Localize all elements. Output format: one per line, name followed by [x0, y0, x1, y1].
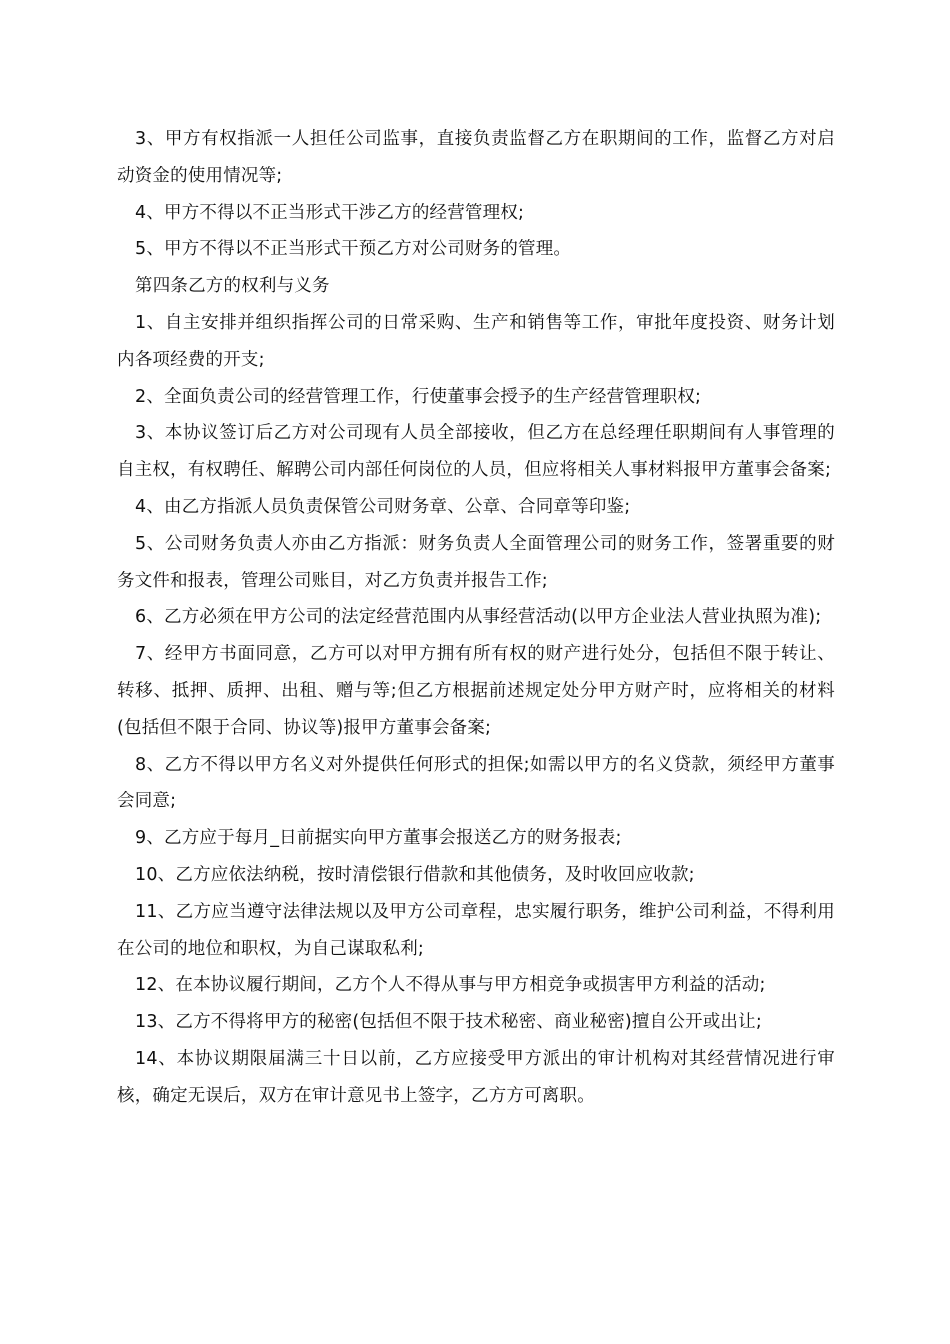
clause-11-compliance: 11、乙方应当遵守法律法规以及甲方公司章程，忠实履行职务，维护公司利益，不得利用在公司的地位和职权，为自己谋取私利;	[117, 901, 835, 959]
clause-5-no-interference-finance: 5、甲方不得以不正当形式干预乙方对公司财务的管理。	[135, 239, 572, 260]
clause-7-asset-disposal: 7、经甲方书面同意，乙方可以对甲方拥有所有权的财产进行处分，包括但不限于转让、转移、抵押、质押、出租、赠与等;但乙方根据前述规定处分甲方财产时，应将相关的材料(包括但不限于合同、协议等)报甲方董事会备案;	[117, 644, 835, 738]
clause-12-non-competition: 12、在本协议履行期间，乙方个人不得从事与甲方相竞争或损害甲方利益的活动;	[135, 975, 766, 996]
clause-10-taxes-debts: 10、乙方应依法纳税，按时清偿银行借款和其他债务，及时收回应收款;	[135, 864, 695, 885]
document-body	[117, 121, 835, 1115]
clause-4-seals: 4、由乙方指派人员负责保管公司财务章、公章、合同章等印鉴;	[135, 496, 631, 517]
clause-5-finance-officer: 5、公司财务负责人亦由乙方指派：财务负责人全面管理公司的财务工作，签署重要的财务文件和报表，管理公司账目，对乙方负责并报告工作;	[117, 533, 835, 591]
clause-3-personnel: 3、本协议签订后乙方对公司现有人员全部接收，但乙方在总经理任职期间有人事管理的自主权，有权聘任、解聘公司内部任何岗位的人员，但应将相关人事材料报甲方董事会备案;	[117, 423, 835, 481]
clause-1-daily-operations: 1、自主安排并组织指挥公司的日常采购、生产和销售等工作，审批年度投资、财务计划内各项经费的开支;	[117, 312, 835, 370]
clause-6-business-scope: 6、乙方必须在甲方公司的法定经营范围内从事经营活动(以甲方企业法人营业执照为准);	[135, 607, 822, 628]
clause-3-supervisor: 3、甲方有权指派一人担任公司监事，直接负责监督乙方在职期间的工作，监督乙方对启动资金的使用情况等;	[117, 129, 835, 186]
clause-9-financial-reports: 9、乙方应于每月_日前据实向甲方董事会报送乙方的财务报表;	[135, 828, 622, 849]
clause-8-guarantee: 8、乙方不得以甲方名义对外提供任何形式的担保;如需以甲方的名义贷款，须经甲方董事会同意;	[117, 754, 835, 812]
clause-4-no-interference-operation: 4、甲方不得以不正当形式干涉乙方的经营管理权;	[135, 202, 525, 223]
clause-13-confidentiality: 13、乙方不得将甲方的秘密(包括但不限于技术秘密、商业秘密)擅自公开或出让;	[135, 1012, 762, 1033]
clause-2-management-authority: 2、全面负责公司的经营管理工作，行使董事会授予的生产经营管理职权;	[135, 386, 702, 407]
section-heading-article-4: 第四条乙方的权利与义务	[135, 276, 330, 297]
clause-14-audit: 14、本协议期限届满三十日以前，乙方应接受甲方派出的审计机构对其经营情况进行审核，确定无误后，双方在审计意见书上签字，乙方方可离职。	[117, 1048, 835, 1106]
